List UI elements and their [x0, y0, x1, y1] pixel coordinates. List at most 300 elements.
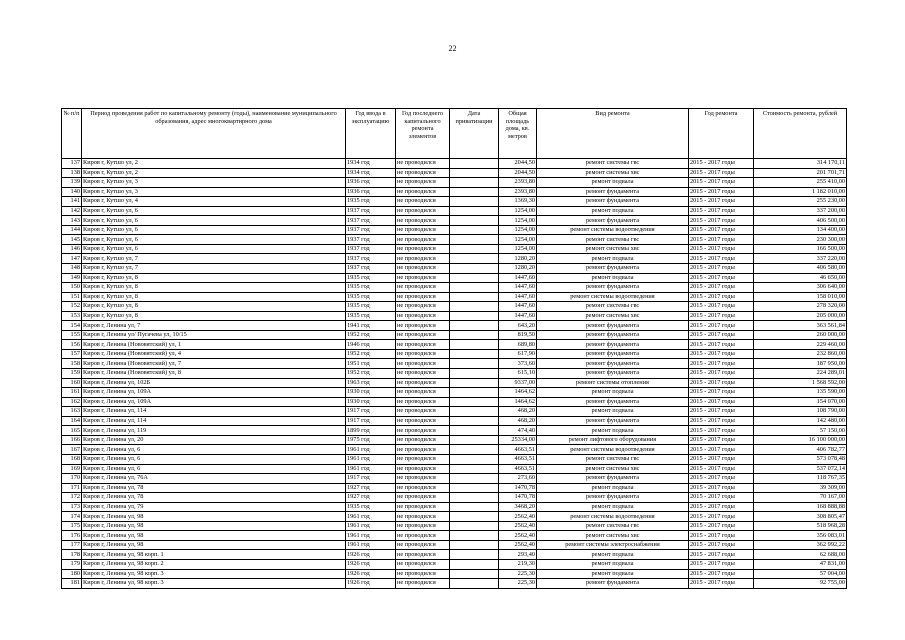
row-privatization-date — [450, 311, 499, 321]
row-cost: 168 888,88 — [754, 502, 847, 512]
table-row — [62, 349, 847, 359]
row-address: Киров г, Ленина ул, 98 корп. 2 — [82, 559, 346, 569]
table-row — [62, 369, 847, 379]
row-privatization-date — [450, 302, 499, 312]
row-area: 468,20 — [499, 416, 537, 426]
row-repair-type: ремонт фундамента — [537, 187, 689, 197]
row-last-repair: не проводился — [396, 464, 450, 474]
row-repair-type: ремонт фундамента — [537, 330, 689, 340]
row-last-repair: не проводился — [396, 378, 450, 388]
row-repair-type: ремонт подвала — [537, 273, 689, 283]
row-last-repair: не проводился — [396, 540, 450, 550]
row-commission-year: 1926 год — [346, 579, 396, 589]
row-last-repair: не проводился — [396, 493, 450, 503]
row-last-repair: не проводился — [396, 311, 450, 321]
row-index: 169 — [62, 464, 82, 474]
row-privatization-date — [450, 512, 499, 522]
row-privatization-date — [450, 359, 499, 369]
row-cost: 92 755,00 — [754, 579, 847, 589]
row-commission-year: 1961 год — [346, 454, 396, 464]
row-last-repair: не проводился — [396, 244, 450, 254]
row-cost: 142 480,00 — [754, 416, 847, 426]
row-last-repair: не проводился — [396, 330, 450, 340]
row-index: 165 — [62, 426, 82, 436]
row-repair-type: ремонт фундамента — [537, 493, 689, 503]
row-address: Киров г, Кутшо ул, 7 — [82, 264, 346, 274]
header-cell-address: Период проведения работ по капитальному ремонту (годы), наименование муниципального образования, адрес многоквартирного дома — [82, 109, 346, 159]
table-row — [62, 254, 847, 264]
row-address: Киров г, Ленина ул, 6 — [82, 445, 346, 455]
row-repair-period: 2015 - 2017 годы — [689, 559, 754, 569]
table-row — [62, 512, 847, 522]
row-repair-period: 2015 - 2017 годы — [689, 168, 754, 178]
row-index: 138 — [62, 168, 82, 178]
row-repair-period: 2015 - 2017 годы — [689, 483, 754, 493]
row-address: Киров г, Ленина ул, 114 — [82, 407, 346, 417]
row-repair-type: ремонт фундамента — [537, 397, 689, 407]
row-privatization-date — [450, 579, 499, 589]
row-commission-year: 1935 год — [346, 292, 396, 302]
table-row — [62, 378, 847, 388]
table-row — [62, 579, 847, 589]
row-area: 1464,62 — [499, 388, 537, 398]
row-repair-type: ремонт фундамента — [537, 216, 689, 226]
row-area: 1447,60 — [499, 302, 537, 312]
table-row — [62, 283, 847, 293]
row-commission-year: 1926 год — [346, 569, 396, 579]
row-privatization-date — [450, 216, 499, 226]
row-index: 152 — [62, 302, 82, 312]
row-repair-type: ремонт системы гвс — [537, 454, 689, 464]
row-repair-period: 2015 - 2017 годы — [689, 302, 754, 312]
row-repair-period: 2015 - 2017 годы — [689, 187, 754, 197]
row-cost: 57 004,00 — [754, 569, 847, 579]
row-repair-type: ремонт фундамента — [537, 474, 689, 484]
row-cost: 255 230,00 — [754, 197, 847, 207]
row-privatization-date — [450, 454, 499, 464]
row-repair-type: ремонт подвала — [537, 559, 689, 569]
row-repair-type: ремонт системы гвс — [537, 521, 689, 531]
row-area: 9337,00 — [499, 378, 537, 388]
row-address: Киров г, Кутшо ул, 8 — [82, 302, 346, 312]
row-last-repair: не проводился — [396, 359, 450, 369]
row-privatization-date — [450, 435, 499, 445]
header-cell-privatization-date: Дата приватизации — [450, 109, 499, 159]
row-repair-period: 2015 - 2017 годы — [689, 340, 754, 350]
row-commission-year: 1941 год — [346, 321, 396, 331]
row-privatization-date — [450, 225, 499, 235]
row-repair-period: 2015 - 2017 годы — [689, 407, 754, 417]
row-index: 143 — [62, 216, 82, 226]
row-index: 146 — [62, 244, 82, 254]
row-commission-year: 1937 год — [346, 254, 396, 264]
row-area: 617,90 — [499, 349, 537, 359]
table-header — [62, 109, 847, 159]
table-row — [62, 569, 847, 579]
row-privatization-date — [450, 206, 499, 216]
row-area: 1470,78 — [499, 483, 537, 493]
row-privatization-date — [450, 464, 499, 474]
row-repair-type: ремонт системы хвс — [537, 531, 689, 541]
row-commission-year: 1952 год — [346, 330, 396, 340]
row-index: 177 — [62, 540, 82, 550]
row-last-repair: не проводился — [396, 254, 450, 264]
row-cost: 537 072,14 — [754, 464, 847, 474]
row-cost: 46 650,00 — [754, 273, 847, 283]
row-repair-period: 2015 - 2017 годы — [689, 178, 754, 188]
row-last-repair: не проводился — [396, 435, 450, 445]
row-address: Киров г, Ленина ул, 76А — [82, 474, 346, 484]
row-last-repair: не проводился — [396, 349, 450, 359]
row-area: 615,10 — [499, 369, 537, 379]
row-privatization-date — [450, 321, 499, 331]
row-repair-period: 2015 - 2017 годы — [689, 311, 754, 321]
row-cost: 70 167,00 — [754, 493, 847, 503]
row-last-repair: не проводился — [396, 235, 450, 245]
row-repair-type: ремонт подвала — [537, 407, 689, 417]
row-address: Киров г, Ленина ул, 78 — [82, 493, 346, 503]
header-cell-cost: Стоимость ремонта, рублей — [754, 109, 847, 159]
row-area: 1470,78 — [499, 493, 537, 503]
table-row — [62, 330, 847, 340]
row-repair-period: 2015 - 2017 годы — [689, 273, 754, 283]
row-commission-year: 1917 год — [346, 407, 396, 417]
table-row — [62, 321, 847, 331]
row-repair-period: 2015 - 2017 годы — [689, 540, 754, 550]
row-address: Киров г, Ленина ул/ Пугачева ул, 10/15 — [82, 330, 346, 340]
row-address: Киров г, Ленина ул, 6 — [82, 464, 346, 474]
row-commission-year: 1935 год — [346, 273, 396, 283]
row-repair-period: 2015 - 2017 годы — [689, 206, 754, 216]
row-cost: 1 182 010,00 — [754, 187, 847, 197]
row-area: 293,40 — [499, 550, 537, 560]
repair-table — [61, 108, 847, 589]
row-commission-year: 1937 год — [346, 244, 396, 254]
row-privatization-date — [450, 416, 499, 426]
row-repair-period: 2015 - 2017 годы — [689, 225, 754, 235]
row-repair-type: ремонт фундамента — [537, 197, 689, 207]
row-cost: 166 500,00 — [754, 244, 847, 254]
row-cost: 573 078,48 — [754, 454, 847, 464]
row-address: Киров г, Ленина (Нововятский) ул, 8 — [82, 369, 346, 379]
row-cost: 337 220,00 — [754, 254, 847, 264]
row-area: 2562,40 — [499, 521, 537, 531]
table-row — [62, 159, 847, 169]
row-cost: 356 083,01 — [754, 531, 847, 541]
row-last-repair: не проводился — [396, 264, 450, 274]
row-area: 273,60 — [499, 474, 537, 484]
row-repair-type: ремонт фундамента — [537, 349, 689, 359]
row-repair-type: ремонт подвала — [537, 426, 689, 436]
row-privatization-date — [450, 426, 499, 436]
row-area: 2393,80 — [499, 187, 537, 197]
row-index: 141 — [62, 197, 82, 207]
row-index: 142 — [62, 206, 82, 216]
row-area: 1447,60 — [499, 311, 537, 321]
row-address: Киров г, Ленина ул, 20 — [82, 435, 346, 445]
row-address: Киров г, Кутшо ул, 4 — [82, 197, 346, 207]
row-privatization-date — [450, 349, 499, 359]
row-index: 154 — [62, 321, 82, 331]
row-repair-type: ремонт подвала — [537, 178, 689, 188]
row-last-repair: не проводился — [396, 512, 450, 522]
row-privatization-date — [450, 474, 499, 484]
row-cost: 255 410,00 — [754, 178, 847, 188]
table-row — [62, 521, 847, 531]
row-address: Киров г, Кутшо ул, 6 — [82, 244, 346, 254]
row-index: 161 — [62, 388, 82, 398]
table-row — [62, 225, 847, 235]
row-privatization-date — [450, 483, 499, 493]
row-cost: 406 782,77 — [754, 445, 847, 455]
row-commission-year: 1961 год — [346, 540, 396, 550]
header-cell-repair-type: Вид ремонта — [537, 109, 689, 159]
row-repair-type: ремонт подвала — [537, 550, 689, 560]
row-commission-year: 1975 год — [346, 435, 396, 445]
row-area: 1254,00 — [499, 235, 537, 245]
row-index: 164 — [62, 416, 82, 426]
row-commission-year: 1937 год — [346, 206, 396, 216]
row-area: 2044,50 — [499, 168, 537, 178]
row-cost: 1 568 592,00 — [754, 378, 847, 388]
row-index: 176 — [62, 531, 82, 541]
row-commission-year: 1935 год — [346, 302, 396, 312]
row-index: 148 — [62, 264, 82, 274]
row-repair-period: 2015 - 2017 годы — [689, 493, 754, 503]
row-repair-period: 2015 - 2017 годы — [689, 349, 754, 359]
page-number: 22 — [448, 44, 457, 53]
row-last-repair: не проводился — [396, 483, 450, 493]
row-address: Киров г, Ленина ул, 79 — [82, 502, 346, 512]
row-commission-year: 1952 год — [346, 369, 396, 379]
row-area: 474,40 — [499, 426, 537, 436]
row-repair-type: ремонт системы хвс — [537, 168, 689, 178]
row-last-repair: не проводился — [396, 225, 450, 235]
row-index: 163 — [62, 407, 82, 417]
row-privatization-date — [450, 168, 499, 178]
row-repair-type: ремонт фундамента — [537, 321, 689, 331]
row-repair-period: 2015 - 2017 годы — [689, 426, 754, 436]
row-privatization-date — [450, 521, 499, 531]
row-commission-year: 1917 год — [346, 474, 396, 484]
row-privatization-date — [450, 550, 499, 560]
header-cell-last-repair: Год последнего капитального ремонта элементов — [396, 109, 450, 159]
row-privatization-date — [450, 569, 499, 579]
row-repair-type: ремонт системы водоотведения — [537, 292, 689, 302]
row-repair-type: ремонт системы гвс — [537, 235, 689, 245]
row-address: Киров г, Ленина ул, 98 — [82, 531, 346, 541]
table-row — [62, 426, 847, 436]
row-privatization-date — [450, 273, 499, 283]
row-last-repair: не проводился — [396, 550, 450, 560]
row-index: 167 — [62, 445, 82, 455]
row-area: 643,20 — [499, 321, 537, 331]
row-address: Киров г, Ленина ул, 98 — [82, 521, 346, 531]
row-address: Киров г, Ленина ул, 98 корп. 3 — [82, 579, 346, 589]
row-area: 2562,40 — [499, 512, 537, 522]
row-repair-period: 2015 - 2017 годы — [689, 244, 754, 254]
row-area: 4663,51 — [499, 445, 537, 455]
row-address: Киров г, Кутшо ул, 8 — [82, 273, 346, 283]
row-last-repair: не проводился — [396, 579, 450, 589]
row-privatization-date — [450, 502, 499, 512]
row-commission-year: 1927 год — [346, 483, 396, 493]
row-last-repair: не проводился — [396, 531, 450, 541]
row-last-repair: не проводился — [396, 474, 450, 484]
row-last-repair: не проводился — [396, 283, 450, 293]
row-index: 137 — [62, 159, 82, 169]
row-index: 147 — [62, 254, 82, 264]
row-area: 1464,62 — [499, 397, 537, 407]
row-cost: 230 300,00 — [754, 235, 847, 245]
row-privatization-date — [450, 445, 499, 455]
row-index: 160 — [62, 378, 82, 388]
row-address: Киров г, Ленина ул, 6 — [82, 454, 346, 464]
row-area: 4663,51 — [499, 454, 537, 464]
row-last-repair: не проводился — [396, 521, 450, 531]
row-index: 139 — [62, 178, 82, 188]
row-area: 1369,30 — [499, 197, 537, 207]
row-cost: 39 309,00 — [754, 483, 847, 493]
row-repair-period: 2015 - 2017 годы — [689, 464, 754, 474]
row-cost: 229 460,00 — [754, 340, 847, 350]
row-repair-type: ремонт фундамента — [537, 369, 689, 379]
row-address: Киров г, Ленина ул, 98 корп. 1 — [82, 550, 346, 560]
row-last-repair: не проводился — [396, 292, 450, 302]
row-repair-type: ремонт системы водоотведения — [537, 512, 689, 522]
row-cost: 158 010,00 — [754, 292, 847, 302]
row-privatization-date — [450, 340, 499, 350]
table-row — [62, 550, 847, 560]
row-cost: 363 561,84 — [754, 321, 847, 331]
table-row — [62, 244, 847, 254]
row-repair-period: 2015 - 2017 годы — [689, 359, 754, 369]
row-repair-period: 2015 - 2017 годы — [689, 159, 754, 169]
row-area: 373,60 — [499, 359, 537, 369]
header-cell-repair-period: Год ремонта — [689, 109, 754, 159]
row-privatization-date — [450, 292, 499, 302]
row-repair-type: ремонт подвала — [537, 483, 689, 493]
row-commission-year: 1961 год — [346, 521, 396, 531]
row-repair-period: 2015 - 2017 годы — [689, 378, 754, 388]
row-last-repair: не проводился — [396, 168, 450, 178]
table-row — [62, 531, 847, 541]
table-row — [62, 216, 847, 226]
row-last-repair: не проводился — [396, 159, 450, 169]
row-area: 2393,80 — [499, 178, 537, 188]
row-index: 156 — [62, 340, 82, 350]
row-repair-period: 2015 - 2017 годы — [689, 569, 754, 579]
row-address: Киров г, Кутшо ул, 2 — [82, 168, 346, 178]
table-row — [62, 235, 847, 245]
table-row — [62, 483, 847, 493]
row-privatization-date — [450, 330, 499, 340]
row-repair-period: 2015 - 2017 годы — [689, 254, 754, 264]
row-repair-period: 2015 - 2017 годы — [689, 435, 754, 445]
row-privatization-date — [450, 244, 499, 254]
row-privatization-date — [450, 407, 499, 417]
row-repair-period: 2015 - 2017 годы — [689, 397, 754, 407]
row-repair-type: ремонт подвала — [537, 569, 689, 579]
row-address: Киров г, Ленина ул, 78 — [82, 483, 346, 493]
row-address: Киров г, Ленина ул, 7 — [82, 321, 346, 331]
row-repair-period: 2015 - 2017 годы — [689, 579, 754, 589]
row-privatization-date — [450, 397, 499, 407]
row-repair-period: 2015 - 2017 годы — [689, 216, 754, 226]
row-privatization-date — [450, 283, 499, 293]
row-index: 166 — [62, 435, 82, 445]
row-privatization-date — [450, 187, 499, 197]
row-privatization-date — [450, 178, 499, 188]
row-area: 1254,00 — [499, 244, 537, 254]
row-privatization-date — [450, 369, 499, 379]
row-cost: 16 100 000,00 — [754, 435, 847, 445]
row-index: 173 — [62, 502, 82, 512]
row-index: 157 — [62, 349, 82, 359]
table-row — [62, 197, 847, 207]
table-row — [62, 388, 847, 398]
row-commission-year: 1936 год — [346, 187, 396, 197]
row-cost: 406 500,00 — [754, 216, 847, 226]
row-address: Киров г, Ленина ул, 119 — [82, 426, 346, 436]
row-repair-type: ремонт системы водоотведения — [537, 445, 689, 455]
row-cost: 308 805,47 — [754, 512, 847, 522]
row-last-repair: не проводился — [396, 187, 450, 197]
row-cost: 108 790,00 — [754, 407, 847, 417]
row-last-repair: не проводился — [396, 416, 450, 426]
table-row — [62, 502, 847, 512]
row-cost: 134 400,00 — [754, 225, 847, 235]
row-address: Киров г, Кутшо ул, 6 — [82, 235, 346, 245]
row-privatization-date — [450, 264, 499, 274]
table-row — [62, 187, 847, 197]
row-address: Киров г, Кутшо ул, 3 — [82, 187, 346, 197]
table-row — [62, 359, 847, 369]
row-cost: 57 150,00 — [754, 426, 847, 436]
row-area: 1254,00 — [499, 216, 537, 226]
row-address: Киров г, Кутшо ул, 8 — [82, 283, 346, 293]
row-repair-period: 2015 - 2017 годы — [689, 454, 754, 464]
row-area: 4663,51 — [499, 464, 537, 474]
row-repair-type: ремонт подвала — [537, 254, 689, 264]
row-repair-period: 2015 - 2017 годы — [689, 445, 754, 455]
header-cell-area: Общая площадь дома, кв. метров — [499, 109, 537, 159]
row-commission-year: 1899 год — [346, 426, 396, 436]
row-address: Киров г, Кутшо ул, 3 — [82, 178, 346, 188]
row-area: 25334,00 — [499, 435, 537, 445]
row-index: 180 — [62, 569, 82, 579]
row-privatization-date — [450, 159, 499, 169]
table-row — [62, 454, 847, 464]
row-address: Киров г, Ленина ул, 98 — [82, 512, 346, 522]
table-row — [62, 292, 847, 302]
row-commission-year: 1937 год — [346, 235, 396, 245]
row-commission-year: 1917 год — [346, 416, 396, 426]
row-address: Киров г, Кутшо ул, 2 — [82, 159, 346, 169]
row-repair-period: 2015 - 2017 годы — [689, 283, 754, 293]
row-last-repair: не проводился — [396, 407, 450, 417]
row-area: 689,80 — [499, 340, 537, 350]
row-privatization-date — [450, 378, 499, 388]
table-row — [62, 540, 847, 550]
row-last-repair: не проводился — [396, 273, 450, 283]
row-area: 3468,20 — [499, 502, 537, 512]
table-row — [62, 474, 847, 484]
row-commission-year: 1934 год — [346, 159, 396, 169]
row-index: 179 — [62, 559, 82, 569]
row-cost: 62 688,00 — [754, 550, 847, 560]
row-last-repair: не проводился — [396, 559, 450, 569]
